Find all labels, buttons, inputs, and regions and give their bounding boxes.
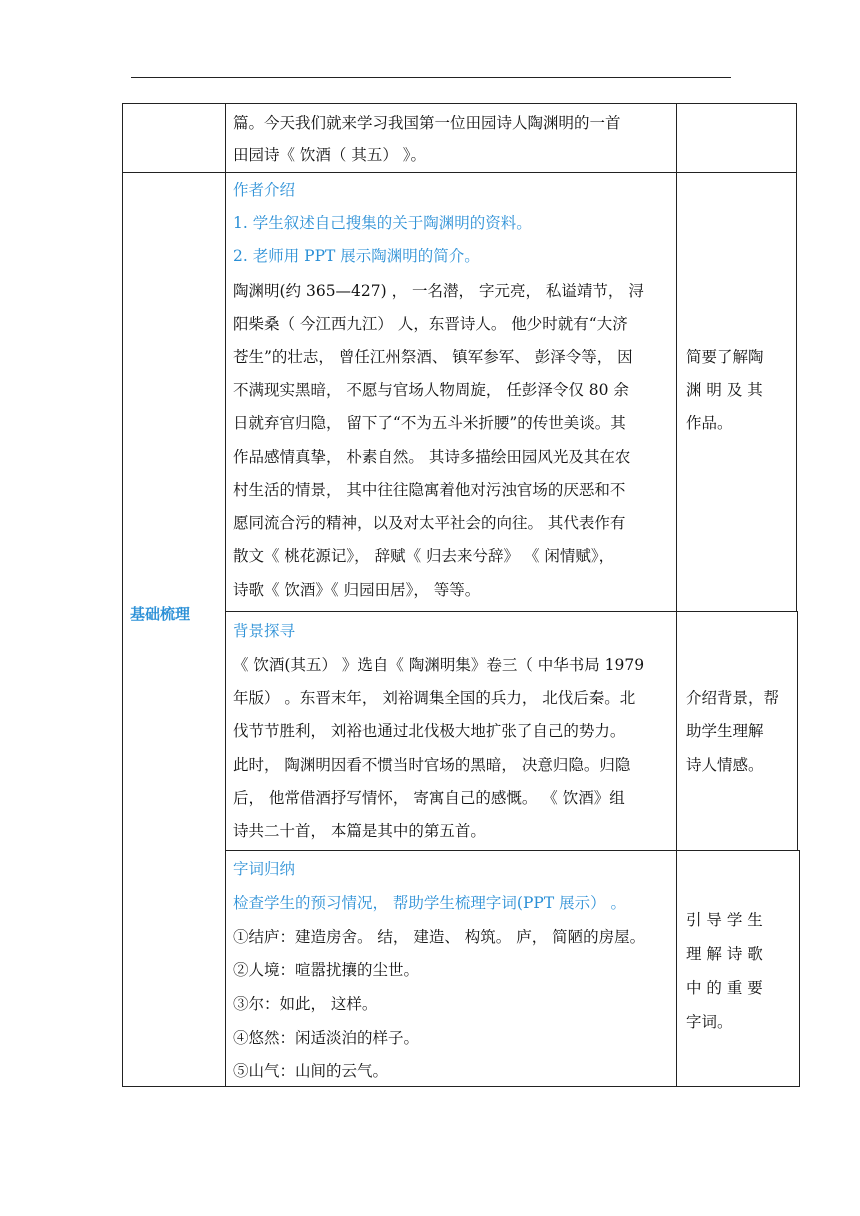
background-heading: 背景探寻 — [233, 622, 296, 640]
section-label: 基础梳理 — [130, 605, 191, 623]
author-body-line: 日就弃官归隐， 留下了“不为五斗米折腰”的传世美谈。其 — [233, 414, 626, 432]
background-body-line: 此时， 陶渊明因看不惯当时官场的黑暗， 决意归隐。归隐 — [233, 756, 631, 774]
vocab-item: ④悠然：闲适淡泊的样子。 — [233, 1029, 420, 1047]
vocab-item: ②人境：喧嚣扰攘的尘世。 — [233, 961, 420, 979]
table-border-top — [122, 103, 796, 104]
author-note-line: 渊 明 及 其 — [686, 381, 763, 399]
author-body-line: 作品感情真挚， 朴素自然。 其诗多描绘田园风光及其在农 — [233, 448, 631, 466]
author-note-line: 作品。 — [686, 414, 733, 432]
row-divider-3 — [225, 850, 800, 851]
vocab-note-line: 理 解 诗 歌 — [686, 945, 763, 963]
table-border-bottom — [122, 1086, 800, 1087]
author-step: 2. 老师用 PPT 展示陶渊明的简介。 — [233, 247, 480, 265]
vocab-item: ⑤山气：山间的云气。 — [233, 1062, 389, 1080]
author-body-line: 苍生”的壮志， 曾任江州祭酒、 镇军参军、 彭泽令等， 因 — [233, 348, 633, 366]
background-note-line: 介绍背景，帮 — [686, 689, 780, 707]
author-heading: 作者介绍 — [233, 181, 296, 199]
author-body-line: 村生活的情景， 其中往往隐寓着他对污浊官场的厌恶和不 — [233, 481, 626, 499]
table-border-left — [122, 103, 123, 1087]
author-body-line: 陶渊明(约 365—427) ， 一名潜， 字元亮， 私谥靖节， 浔 — [233, 282, 644, 300]
vocab-note-line: 字词。 — [686, 1013, 733, 1031]
background-body-line: 诗共二十首， 本篇是其中的第五首。 — [233, 822, 486, 840]
vocab-item: ③尔：如此， 这样。 — [233, 995, 378, 1013]
author-body-line: 不满现实黑暗， 不愿与官场人物周旋， 任彭泽令仅 80 余 — [233, 381, 629, 399]
vocab-note-line: 中 的 重 要 — [686, 979, 763, 997]
row-divider-1 — [122, 172, 797, 173]
background-note-line: 诗人情感。 — [686, 756, 764, 774]
vocab-heading: 字词归纳 — [233, 860, 296, 878]
vocab-note-line: 引 导 学 生 — [686, 911, 763, 929]
background-body-line: 后， 他常借酒抒写情怀， 寄寓自己的感慨。 《 饮酒》组 — [233, 789, 625, 807]
text-line: 篇。今天我们就来学习我国第一位田园诗人陶渊明的一首 — [233, 114, 621, 132]
page-header-rule — [131, 77, 731, 78]
text-line: 田园诗《 饮酒（ 其五） 》。 — [233, 146, 427, 164]
author-note-line: 简要了解陶 — [686, 348, 764, 366]
background-body-line: 《 饮酒(其五） 》选自《 陶渊明集》卷三（ 中华书局 1979 — [233, 656, 645, 674]
vocab-item: ①结庐：建造房舍。 结， 建造、 构筑。 庐， 简陋的房屋。 — [233, 928, 646, 946]
row-divider-2 — [225, 611, 797, 612]
author-body-line: 散文《 桃花源记》， 辞赋《 归去来兮辞》 《 闲情赋》， — [233, 547, 615, 565]
author-body-line: 愿同流合污的精神，以及对太平社会的向往。 其代表作有 — [233, 514, 626, 532]
background-body-line: 伐节节胜利， 刘裕也通过北伐极大地扩张了自己的势力。 — [233, 722, 626, 740]
table-border-right-lower — [799, 850, 800, 1087]
background-body-line: 年版） 。东晋末年， 刘裕调集全国的兵力， 北伐后秦。北 — [233, 689, 636, 707]
vocab-intro: 检查学生的预习情况， 帮助学生梳理字词(PPT 展示） 。 — [233, 894, 627, 912]
author-body-line: 阳柴桑（ 今江西九江） 人，东晋诗人。 他少时就有“大济 — [233, 315, 628, 333]
table-border-right-upper — [796, 103, 797, 611]
background-note-line: 助学生理解 — [686, 722, 764, 740]
table-divider-col1 — [225, 103, 226, 1087]
author-body-line: 诗歌《 饮酒》《 归园田居》， 等等。 — [233, 581, 481, 599]
table-divider-col2 — [676, 103, 677, 1087]
author-step: 1. 学生叙述自己搜集的关于陶渊明的资料。 — [233, 214, 532, 232]
table-border-right-mid — [797, 611, 798, 850]
